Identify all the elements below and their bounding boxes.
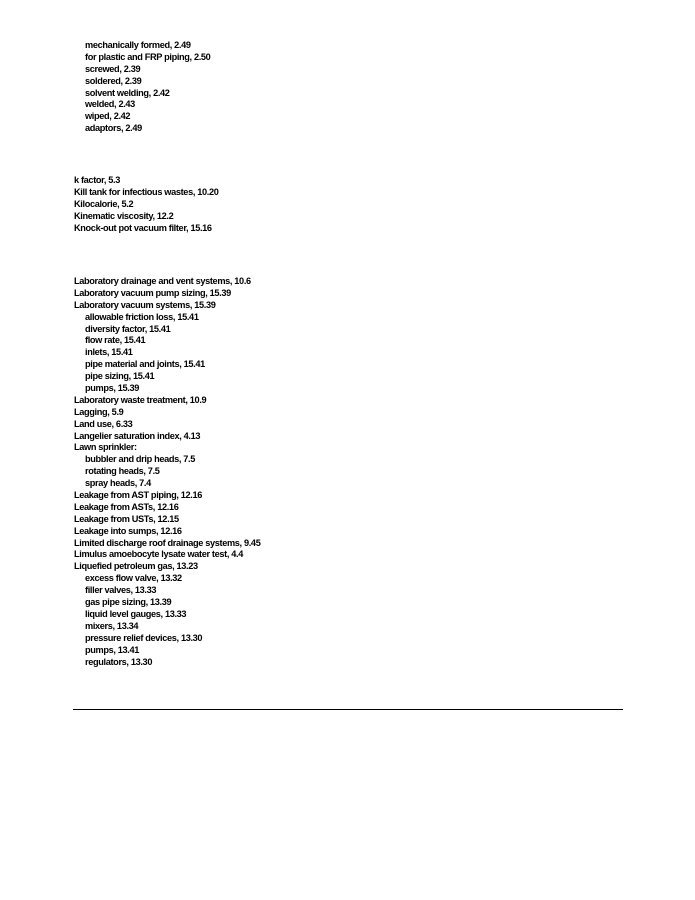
index-entry: Limited discharge roof drainage systems, 9.45 — [74, 537, 261, 548]
index-group-k — [74, 175, 218, 234]
index-entry: Lagging, 5.9 — [74, 406, 124, 417]
index-entry: Leakage into sumps, 12.16 — [74, 525, 182, 536]
index-subentry: excess flow valve, 13.32 — [85, 573, 182, 584]
index-subentry: inlets, 15.41 — [85, 347, 133, 358]
index-subentry: pipe material and joints, 15.41 — [85, 359, 205, 370]
index-entry: k factor, 5.3 — [74, 175, 121, 185]
index-group-l — [74, 276, 260, 668]
index-subentry: allowable friction loss, 15.41 — [85, 311, 199, 322]
index-entry: Knock-out pot vacuum filter, 15.16 — [74, 222, 212, 233]
index-subentry: regulators, 13.30 — [85, 656, 153, 667]
index-subentry: solvent welding, 2.42 — [85, 87, 170, 98]
footer-rule — [73, 709, 623, 710]
index-entry: Leakage from AST piping, 12.16 — [74, 490, 203, 501]
index-subentry: mixers, 13.34 — [85, 620, 139, 631]
index-subentry: wiped, 2.42 — [85, 111, 131, 122]
index-entry: Limulus amoebocyte lysate water test, 4.4 — [74, 549, 243, 560]
index-subentry: pumps, 15.39 — [85, 383, 140, 394]
index-subentry: screwed, 2.39 — [85, 63, 141, 74]
index-entry: Kill tank for infectious wastes, 10.20 — [74, 186, 219, 197]
index-subentry: soldered, 2.39 — [85, 75, 142, 86]
index-entry: Lawn sprinkler: — [74, 442, 137, 453]
index-subentry: rotating heads, 7.5 — [85, 466, 160, 477]
index-entry: Kilocalorie, 5.2 — [74, 198, 134, 209]
index-entry: Kinematic viscosity, 12.2 — [74, 210, 174, 221]
index-entry: Langelier saturation index, 4.13 — [74, 430, 201, 441]
index-entry: Laboratory drainage and vent systems, 10.6 — [74, 276, 251, 286]
index-subentry: pumps, 13.41 — [85, 644, 140, 655]
index-entry: Liquefied petroleum gas, 13.23 — [74, 561, 198, 572]
index-entry: Land use, 6.33 — [74, 418, 133, 429]
index-entry: Leakage from ASTs, 12.16 — [74, 501, 179, 512]
index-subentry: liquid level gauges, 13.33 — [85, 608, 187, 619]
index-subentry: mechanically formed, 2.49 — [85, 40, 191, 50]
index-subentry: for plastic and FRP piping, 2.50 — [85, 51, 211, 62]
index-entry: Leakage from USTs, 12.15 — [74, 513, 179, 524]
index-subentry: spray heads, 7.4 — [85, 478, 151, 489]
index-subentry: diversity factor, 15.41 — [85, 323, 171, 334]
index-subentry: bubbler and drip heads, 7.5 — [85, 454, 196, 465]
index-entry: Laboratory vacuum systems, 15.39 — [74, 299, 216, 310]
index-subentry: pipe sizing, 15.41 — [85, 371, 155, 382]
index-subentry: welded, 2.43 — [85, 99, 135, 110]
index-entry: Laboratory vacuum pump sizing, 15.39 — [74, 287, 231, 298]
index-subentry: gas pipe sizing, 13.39 — [85, 597, 172, 608]
index-subentry: filler valves, 13.33 — [85, 585, 157, 596]
index-subentry: flow rate, 15.41 — [85, 335, 146, 346]
index-subentry: pressure relief devices, 13.30 — [85, 632, 203, 643]
index-subentry: adaptors, 2.49 — [85, 123, 142, 134]
index-group-continuation — [74, 40, 210, 135]
index-entry: Laboratory waste treatment, 10.9 — [74, 394, 207, 405]
